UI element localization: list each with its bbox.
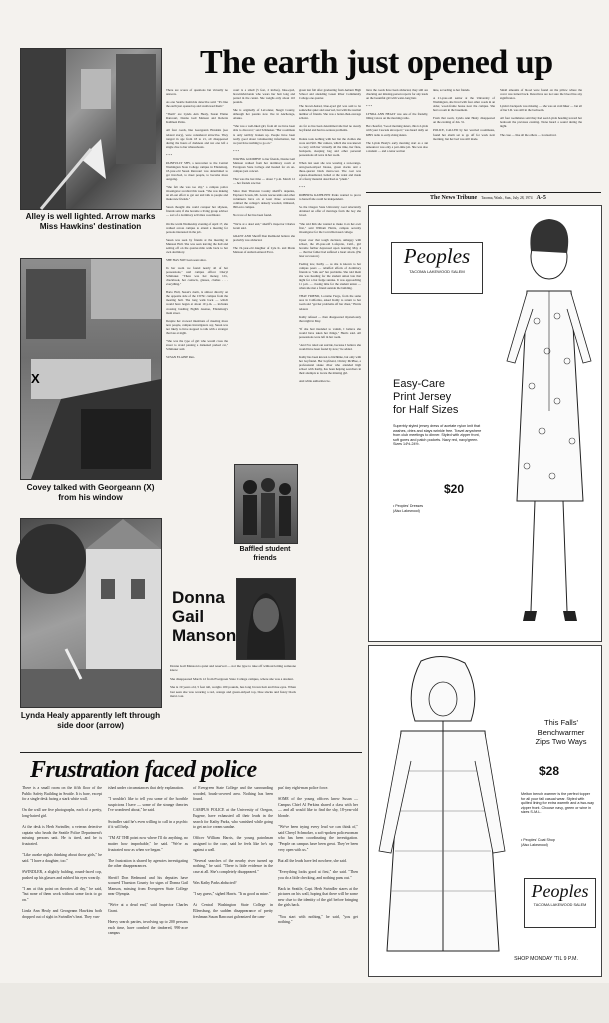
x-marker: X [31, 371, 40, 386]
benchwarmer-title-line2: Benchwarmer [537, 727, 585, 737]
tribune-rule [366, 192, 601, 193]
covey-window-photo [20, 258, 162, 480]
arrow-marker [21, 49, 161, 209]
tribune-page-number: A-5 [536, 195, 546, 201]
main-story-col6: Small amounts of blood were found on the pillow where the cover was turned back. Detectives are not sure the blood has any significance. Lynda's backpack was missing — she was an avid hiker — but all of her I.D. was still in the bedroom. All four roommates said they had seen Lynda heading toward her bedroom the previous evening. None heard a sound during the night. The case — like all the others — is unsolved. [500, 88, 582, 137]
dress-ad-title [393, 378, 493, 417]
benchwarmer-logo [524, 878, 596, 928]
benchwarmer-footnote: • Peoples' Coat Shop (Also Lakewood) [521, 838, 555, 847]
frustration-headline: Frustration faced police [30, 757, 257, 783]
benchwarmer-logo-sub: TACOMA LAKEWOOD SALEM [533, 903, 587, 907]
manson-name-line2: Gail [172, 607, 205, 626]
benchwarmer-price: $28 [539, 764, 560, 778]
benchwarmer-title [524, 718, 598, 747]
dress-ad-title-line2: Print Jersey [393, 391, 452, 403]
microfilm-edge [0, 983, 609, 1023]
benchwarmer-shop-line: SHOP MONDAY 'TIL 9 P.M. [514, 956, 578, 962]
main-story-col4: lieve the coeds have been abducted, they still are checking out missing-person reports for any leads on the beautiful girl with waist-long hair. * * * LYNDA ANN HEALY was one of the friendly, lilting voices on the morning radio. Her cheerful, "Good morning skiers, this is Lynda with your Cascade ski report," was heard daily on KBIS radio to early-rising skiers. The Lynda Healy's early morning start as a ski announcer was only a part-time job. She was also a student — and a tenor section [366, 88, 428, 153]
frustration-col3: of Evergreen State College and the surrounding wooded, brush-covered area. Nothing has been found. CAMPUS POLICE at the University of Oregon, Eugene, have exhausted all their leads in the search for Kathy Parks, who vanished while going to get an ice cream sundae. Officer William Harris, the young patrolman assigned to the case, said he feels like he's up against a wall. "Several searches of the nearby river turned up nothing," he said. "There is little evidence in the case at all. She's completely disappeared." Was Kathy Parks abducted? "I say guess," sighed Harris. "It as good as mine." At Central Washington State College in Ellensburg, the sudden disappearance of pretty freshman Susan Rancourt galvanized the cam- [193, 786, 273, 919]
main-story-col5: nine, according to her friends. A 21-year-old senior at the University of Washington, she lived with four other coeds in an older, wood-frame house near the campus. She had a room in the basement. From that room, Lynda Ann Healy disappeared on the evening of Jan. 31. POLICE, CALLED by her worried roommates, found her alarm set to go off for work next morning, but her bed was still made. [433, 88, 495, 141]
benchwarmer-ad [368, 645, 602, 977]
caption-covey: Covey talked with Georgeann (X) from his window [26, 483, 155, 502]
tribune-name: The News Tribune [430, 195, 478, 201]
main-headline: The earth just opened up [200, 44, 553, 81]
manson-box-text: Donna Gail Manson is quiet and reserved — not the type to take off without letting someone know. She disappeared March 12 from Evergreen State College campus, where she was a student. She is 19 years old, 5 feet tall, weighs 100 pounds, has long brown hair and blue eyes. When last seen she was wearing a red, orange and green-striped top, blue slacks and fuzzy black maxi coat. [170, 664, 296, 699]
tribune-header [430, 194, 600, 202]
portrait-shape [237, 579, 295, 659]
dress-ad-price: $20 [444, 482, 465, 496]
manson-box [168, 578, 298, 738]
alley-photo [20, 48, 162, 210]
dress-ad-body: Superbly styled jersey dress of acetate nylon knit that washes, dries and stays wrinkle free. Travel anywhere from club meetings to dinner. Styled with zipper front, soft gores and patch pockets. Navy red, navy/green. Sizes 14½-24½. [393, 424, 483, 447]
frustration-top-rule [20, 752, 362, 753]
manson-name-line1: Donna [172, 588, 225, 607]
dress-ad-logo [391, 242, 483, 294]
main-story-col2: court is a small (5 feet, 2 inches), blue-eyed, brownish-blonde who wears her hair long and parted in the center. She weighs only about 110 pounds. She is originally of LaConner, Skagit County, although her parents now live in Anchorage, Alaska. "She was a well-liked girl, from all we have been able to discover," said Schmoker. "Her roommate is only terribly broken up. People have been really good about volunteering information, but we just have nothing to go on." * * * WAVING GOODBYE to her friends, Donna Gail Manson walked from her dormitory room at Evergreen State College and headed for an on-campus jazz concert. That was the last time — about 7 p.m. March 12 — her friends saw her. Since then Thurston County sheriff's deputies, Explorer Scouts, Mt. Lewis rescue units and other volunteers have on at least three occasions combed the college's densely wooded, timbered, 990-acre campus. No trace of her has been found. "We're at a dead end," sheriff's inspector Charles Grant said. GRANT AND Sheriff Don Redmond believe she probably was abducted. The 19-year-old daughter of Lyle K. and Marie Manson of Auburn entered Ever- [233, 88, 295, 254]
dress-illustration [487, 211, 599, 636]
dress-ad-title-line3: for Half Sizes [393, 404, 459, 416]
students-silhouette [235, 465, 297, 543]
benchwarmer-title-line3: Zips Two Ways [535, 737, 587, 747]
frustration-col2: ished under circumstances that defy explanation. "I wouldn't like to tell you some of the horrible suspicions I have — some of the strange theories I've wondered about," he said. Swindler said he's even willing to call in a psychic if it will help. "I'M AT THE point now where I'll do anything, no matter how improbable," he said. "We're as frustrated now as when we began." The frustration is shared by agencies investigating the other disappearances. Sheriff Don Redmond and his deputies have scoured Thurston County for signs of Donna Gail Manson, missing from Evergreen State College near Olympia. "We're at a dead end," said Inspector Charles Grant. Heavy search parties, involving up to 200 persons each time, have combed the timbered, 990-acre campus [108, 786, 188, 936]
benchwarmer-body: Melton bench warmer is the perfect topper for all your fall casual wear. Styled with quilted lining for extra warmth and a two-way zipper front. Choose navy, green or wine in sizes S-M-L. [521, 792, 595, 815]
side-door-photo [20, 518, 162, 708]
dress-ad-logo-script: Peoples [403, 244, 471, 268]
dress-ad [368, 205, 602, 642]
dress-ad-footnote: • Peoples' Dresses (Also Lakewood) [393, 504, 424, 513]
dress-ad-logo-sub: TACOMA LAKEWOOD SALEM [409, 269, 465, 274]
benchwarmer-title-line1: This Falls' [544, 718, 578, 727]
building-shapes [21, 259, 161, 479]
caption-alley: Alley is well lighted. Arrow marks Miss Hawkins' destination [25, 212, 156, 231]
house-shapes [21, 519, 161, 707]
frustration-col4: pus' tiny eight-man police force. SOME of the young officers knew Susan — Campus Chief Al Perkins shared a class with her — and all would like to find the shy, 18-year-old blonde. "We've been trying every lead we can think of," said Cheryl Schmoker, a soft-spoken policewoman who has been coordinating the investigation. "People on campus have been great. They've been very open with us." But all the leads have led nowhere, she said. "Everything looks good at first," she said. "Then you do a little checking, and nothing pans out." Back in Seattle, Capt. Herb Swindler stares at the pictures on his wall, hoping that there will be some new clue to the identity of the girl before bringing the girls back. "You start with nothing," he said, "you get nothing." [278, 786, 358, 925]
tribune-dateline: Tacoma, Wash., Sun., July 28, 1974 [481, 196, 533, 200]
dress-ad-title-line1: Easy-Care [393, 378, 445, 390]
caption-side-door: Lynda Healy apparently left through side door (arrow) [20, 711, 161, 730]
main-story-col1: There are scores of questions but virtually no answers. As one Seattle homicide detective said: "It's like the earth just opened up and swallowed them." "Them" are Lynda Ann Healy, Susan Elaine Rancourt, Donna Gail Manson and Roberta Kathleen Parks. All four coeds, like Georgeann Hawkins (see related story), were considered attractive. They ranged in age from 18 to 21, all disappeared during the hours of darkness and not one left a single clue to her whereabouts. * * * PAINFULLY SHY, a newcomer to the Central Washington State College campus in Ellensburg, 18-year-old Susan Rancourt was determined to get involved, to meet people, to become more outgoing. "She felt she was too shy," a campus police investigator recalled this week. "She was making an all-out effort to get out and talk to people and make new friends." Susan thought she could conquer her shyness, friends said, if she became a living group advisor — sort of a dormitory activities coordinator. On the warm Wednesday evening of April 17, she walked across campus to attend a meeting for persons interested in the job. Susan was seen by friends at the meeting in Munson Hall. She was seen leaving the hall and setting off on the quarter-mile walk back to her own dormitory. SHE HAS NOT been seen since. In her room we found nearly all of her possessions," said campus officer Cheryl Schmoker. "There was her money, I.D., checkbook, her contacts, glasses, clothes . . . everything." Barto Hall, Susan's dorm, is almost directly on the opposite side of the CWSC campus from the meeting hall. The long walk back — which would have begun at about 10 p.m. — includes crossing bustling Eighth Avenue, Ellensburg's main street. Despite her avowed intentions of meeting more new people, campus investigators say, Susan was not likely to have stopped to talk with a stranger that late at night. "She was the type of girl who would cross the street to avoid passing a darkened parked car," Schmoker said. SUSAN ELAINE Ran- [166, 88, 228, 360]
caption-baffled: Baffled student friends [239, 546, 291, 562]
manson-name-line3: Manson [172, 626, 237, 645]
manson-name [172, 588, 238, 645]
student-friends-photo [234, 464, 298, 544]
coat-illustration [371, 651, 511, 971]
benchwarmer-logo-script: Peoples [531, 881, 589, 901]
manson-portrait [236, 578, 296, 660]
frustration-col1: There is a small room on the fifth floor of the Public Safety Building in Seattle. It is bare, except for a single desk facing a stark white wall. On the wall are five photographs, each of a pretty, long-haired girl. At the desk is Herb Swindler, a veteran detective captain who heads the Seattle Police Department's missing persons unit. He is tired, and he is frustrated. "Like awake nights thinking about those girls," he said. "I have a daughter, too." SWINDLER, a slightly balding, round-faced cop, pushed up his glasses and rubbed his eyes wearily. "I am at this point on theories all day," he said, "but none of them work without some facts to go on." Linda Ann Healy and Georgeann Hawkins both dropped out of sight in Swindler's beat. They van- [22, 786, 102, 919]
main-story-col3: green last fall after graduating from Auburn High School and attending Green River Community College one quarter. The brown-haired, blue-eyed girl was said to be somewhat quiet and reserved, but with the normal number of friends. She was a better-than-average scholar. As far as has been determined she had no steady boyfriend and had no serious problems. Donna took nothing with her but the clothes she wore and $10. Her camera, which she was known to carry with her virtually all the time, her flute, backpack, sleeping bag and other personal possessions all were in her room. When last seen she was wearing a red-orange-and-green-striped blouse, green slacks and a three-quarter black maxi-coat. The coat was square-shouldered, belted at the waist and made of a fuzzy material described as "plush." * * * ROBERTA KATHLEEN Parks wanted to prove to herself she could be independent. So the Oregon State University coed reluctantly obtained an offer of marriage from the boy she loved. "She told him she wanted to make it on her own first," said William Harris, campus security investigator for the Corvallis-based college. Upset over that tough decision, unhappy with school, the 20-year-old Lafayette, Calif., girl became further depressed upon learning May 4 — that her father had suffered a heart attack. (He later recovered.) Feeling low, Kathy — as she is known to her campus peers — rebuffed efforts of dormitory friends to "talk out" her problems. She told them she was heading for the student union late that night for a hot fudge sundae. It was approaching 11 p.m. — closing time for the student union — when she met a friend outside the building. THAT FRIEND, Lorraine Fargo, from the same area in California, asked Kathy to return to her room and "get her problems off her chest," Harris related. Kathy refused — then disappeared mysteriously that night in May. "If she had intended to vanish, I believe she would have taken her things," Harris said. All possessions were left in her room. "And I've ruled out suicide, because I believe she would have been found by now," he added. Kathy has been known to hitchhike, but only with her boyfriend. Her boyfriend, Christy McPhee, a professional snake diver who attended high school with Kathy, has been helping searchers in their attempts to locate the missing girl. And while authorities be- [299, 88, 361, 384]
